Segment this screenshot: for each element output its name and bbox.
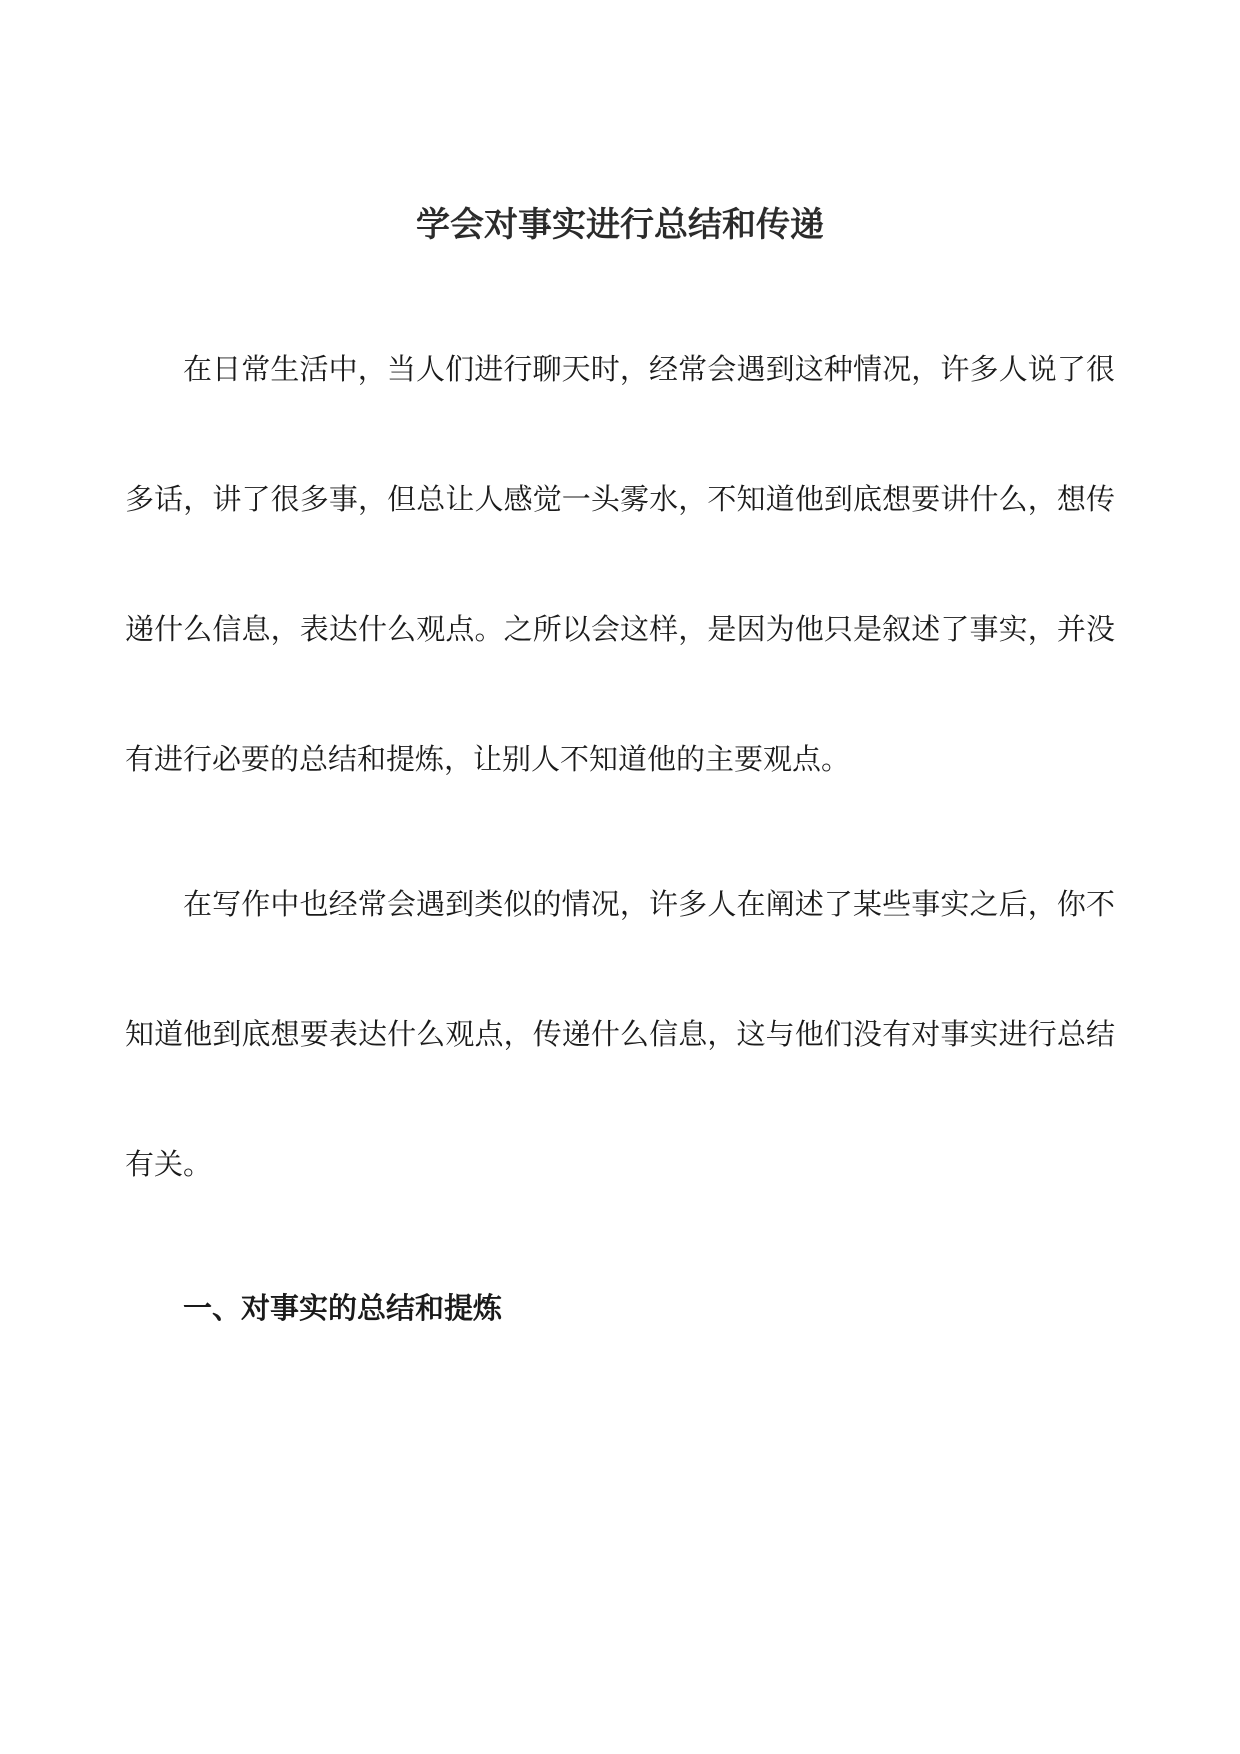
body-paragraph-2: 在写作中也经常会遇到类似的情况，许多人在阐述了某些事实之后，你不知道他到底想要表达什么观点，传递什么信息，这与他们没有对事实进行总结有关。 bbox=[125, 887, 1115, 1181]
body-paragraph-1: 在日常生活中，当人们进行聊天时，经常会遇到这种情况，许多人说了很多话，讲了很多事，但总让人感觉一头雾水，不知道他到底想要讲什么，想传递什么信息，表达什么观点。之所以会这样，是因为他只是叙述了事实，并没有进行必要的总结和提炼，让别人不知道他的主要观点。 bbox=[125, 352, 1115, 776]
document-title: 学会对事实进行总结和传递 bbox=[416, 205, 824, 245]
section-heading: 一、对事实的总结和提炼 bbox=[183, 1291, 503, 1325]
